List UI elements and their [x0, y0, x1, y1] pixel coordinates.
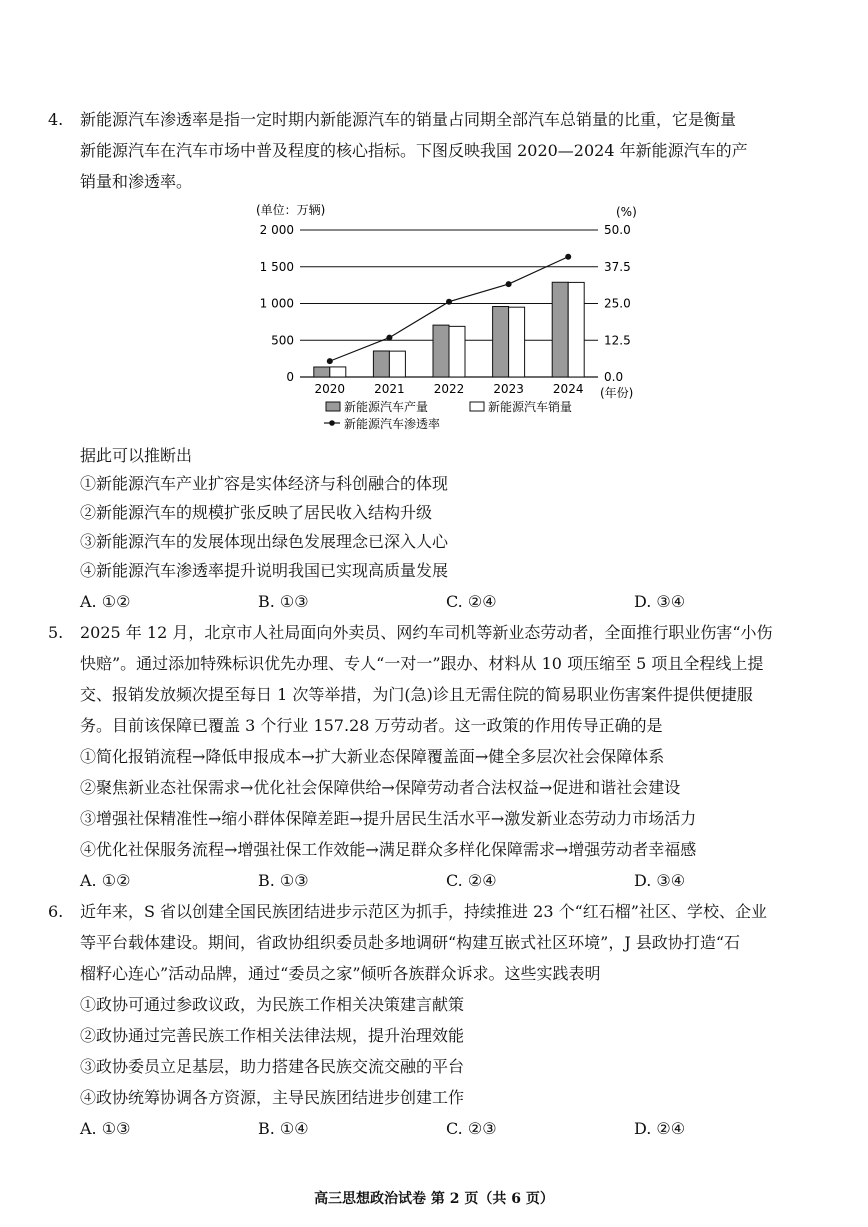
question-lead: 据此可以推断出	[80, 446, 193, 465]
x-tick-label: 2023	[493, 382, 524, 396]
option-c[interactable]: C. ②④	[446, 871, 497, 890]
bar-production	[552, 282, 568, 377]
question-stem-line: 快赔”。通过添加特殊标识优先办理、专人“一对一”跟办、材料从 10 项压缩至 5 项且全程线上提	[80, 654, 764, 673]
statement: ③增强社保精准性→缩小群体保障差距→提升居民生活水平→激发新业态劳动力市场活力	[80, 809, 697, 828]
x-tick-label: 2022	[433, 382, 465, 396]
statement: ③政协委员立足基层，助力搭建各民族交流交融的平台	[80, 1057, 465, 1076]
legend-label-production: 新能源汽车产量	[344, 400, 429, 414]
page-footer: 高三思想政治试卷 第 2 页（共 6 页）	[314, 1191, 554, 1207]
bar-sales	[330, 367, 346, 377]
statement: ②新能源汽车的规模扩张反映了居民收入结构升级	[80, 503, 433, 522]
left-tick-label: 1 500	[259, 259, 294, 274]
right-tick-label: 12.5	[604, 333, 631, 348]
x-tick-label: 2021	[374, 382, 405, 396]
penetration-point	[565, 254, 571, 260]
statement: ④优化社保服务流程→增强社保工作效能→满足群众多样化保障需求→增强劳动者幸福感	[80, 840, 697, 859]
x-tick-label: 2024	[552, 382, 584, 396]
question-number: 4.	[48, 110, 64, 129]
question-stem-line: 交、报销发放频次提至每日 1 次等举措，为门(急)诊且无需住院的简易职业伤害案件提供便捷服	[80, 685, 753, 704]
right-axis-unit: (%)	[616, 205, 637, 219]
legend-swatch-dot	[329, 420, 335, 426]
option-c[interactable]: C. ②④	[446, 592, 497, 611]
left-tick-label: 2 000	[259, 223, 294, 237]
question-stem-line: 2025 年 12 月，北京市人社局面向外卖员、网约车司机等新业态劳动者，全面推行职业伤害“小伤	[80, 623, 773, 642]
statement: ①简化报销流程→降低申报成本→扩大新业态保障覆盖面→健全多层次社会保障体系	[80, 747, 665, 766]
bar-production	[433, 325, 449, 377]
x-axis-unit: (年份)	[600, 386, 634, 400]
x-tick-label: 2020	[314, 382, 346, 396]
legend-swatch-production	[326, 402, 340, 411]
question-number: 6.	[48, 902, 64, 921]
penetration-point	[386, 335, 392, 341]
penetration-point	[327, 358, 333, 364]
bar-production	[493, 307, 509, 377]
penetration-point	[446, 299, 452, 305]
bar-production	[373, 351, 389, 377]
left-tick-label: 1 000	[259, 296, 294, 311]
legend	[324, 399, 572, 431]
option-d[interactable]: D. ③④	[634, 871, 686, 890]
statement: ②聚焦新业态社保需求→优化社会保障供给→保障劳动者合法权益→促进和谐社会建设	[80, 778, 681, 797]
option-a[interactable]: A. ①②	[80, 592, 131, 611]
option-b[interactable]: B. ①④	[258, 1119, 309, 1138]
left-axis-unit: (单位：万辆)	[256, 203, 326, 217]
bars	[314, 282, 584, 377]
statement: ③新能源汽车的发展体现出绿色发展理念已深入人心	[80, 532, 449, 551]
statement: ④新能源汽车渗透率提升说明我国已实现高质量发展	[80, 561, 449, 580]
penetration-point	[506, 281, 512, 287]
statement: ①政协可通过参政议政，为民族工作相关决策建言献策	[80, 995, 465, 1014]
statement: ①新能源汽车产业扩容是实体经济与科创融合的体现	[80, 474, 449, 493]
bar-sales	[389, 351, 405, 377]
question-stem-line: 务。目前该保障已覆盖 3 个行业 157.28 万劳动者。这一政策的作用传导正确的是	[80, 716, 663, 735]
answer-options	[80, 592, 780, 612]
question-stem-line: 近年来，S 省以创建全国民族团结进步示范区为抓手，持续推进 23 个“红石榴”社区、学校、企业	[80, 902, 767, 921]
option-d[interactable]: D. ③④	[634, 592, 686, 611]
statement: ②政协通过完善民族工作相关法律法规，提升治理效能	[80, 1026, 465, 1045]
question-stem-line: 榴籽心连心”活动品牌，通过“委员之家”倾听各族群众诉求。这些实践表明	[80, 964, 601, 983]
right-tick-label: 25.0	[604, 296, 631, 311]
answer-options	[80, 1119, 780, 1139]
bar-production	[314, 367, 330, 377]
right-tick-label: 37.5	[604, 259, 631, 274]
option-d[interactable]: D. ②④	[634, 1119, 686, 1138]
left-tick-label: 500	[271, 333, 294, 348]
question-stem-line: 销量和渗透率。	[80, 172, 193, 191]
statement: ④政协统筹协调各方资源，主导民族团结进步创建工作	[80, 1088, 465, 1107]
question-number: 5.	[48, 623, 64, 642]
chart-svg	[248, 200, 648, 440]
right-tick-label: 50.0	[604, 223, 631, 237]
production-sales-chart	[248, 200, 648, 440]
option-c[interactable]: C. ②③	[446, 1119, 497, 1138]
option-b[interactable]: B. ①③	[258, 871, 309, 890]
question-stem-line: 等平台载体建设。期间，省政协组织委员赴多地调研“构建互嵌式社区环境”，J 县政协打造“石	[80, 933, 741, 952]
option-b[interactable]: B. ①③	[258, 592, 309, 611]
option-a[interactable]: A. ①②	[80, 871, 131, 890]
question-stem-line: 新能源汽车在汽车市场中普及程度的核心指标。下图反映我国 2020—2024 年新能源汽车的产	[80, 141, 748, 160]
legend-swatch-sales	[470, 402, 484, 411]
legend-label-penetration: 新能源汽车渗透率	[344, 417, 441, 431]
question-stem-line: 新能源汽车渗透率是指一定时期内新能源汽车的销量占同期全部汽车总销量的比重，它是衡量	[80, 110, 737, 129]
answer-options	[80, 871, 780, 891]
legend-label-sales: 新能源汽车销量	[488, 400, 573, 414]
right-tick-label: 0.0	[604, 370, 624, 384]
bar-sales	[449, 326, 465, 377]
option-a[interactable]: A. ①③	[80, 1119, 131, 1138]
left-tick-label: 0	[286, 370, 294, 384]
bar-sales	[568, 282, 584, 377]
bar-sales	[509, 307, 525, 377]
